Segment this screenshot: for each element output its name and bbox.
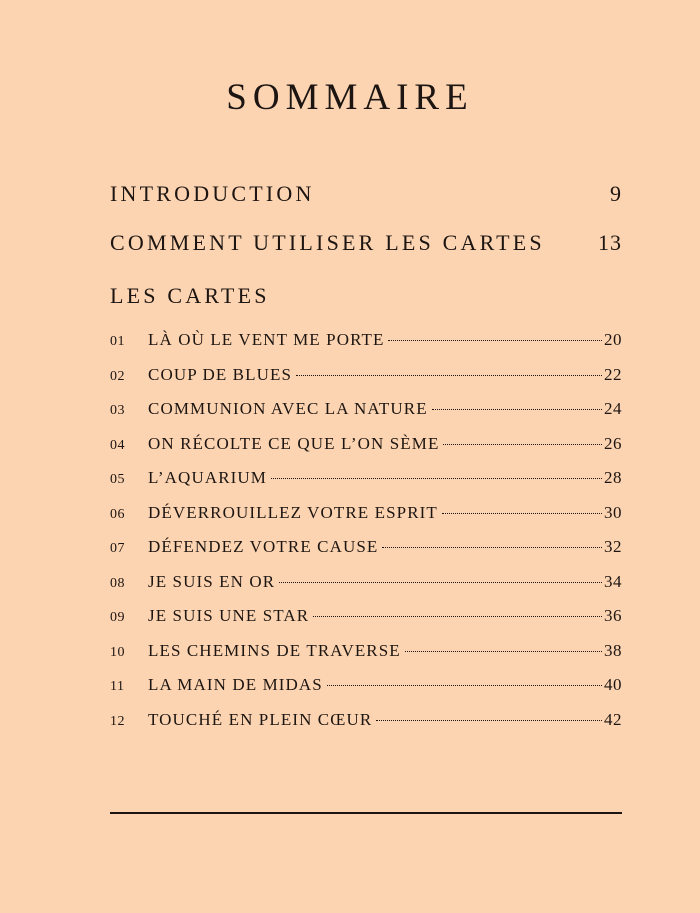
entry-title: LA MAIN DE MIDAS [148,675,323,694]
section-page: 13 [598,230,622,255]
entry-page: 42 [604,709,622,729]
page-title: SOMMAIRE [226,77,474,118]
toc-entry[interactable] [110,537,622,572]
entry-number: 08 [110,575,125,591]
toc-entry[interactable] [110,434,622,469]
entry-title: DÉFENDEZ VOTRE CAUSE [148,537,379,556]
entry-number: 11 [110,679,125,694]
dot-leader [313,616,602,617]
section-label: INTRODUCTION [110,181,315,206]
section-label: LES CARTES [110,283,270,308]
dot-leader [376,720,602,721]
dot-leader [279,582,602,583]
entry-title: DÉVERROUILLEZ VOTRE ESPRIT [148,502,438,522]
entry-page: 26 [604,433,622,453]
dot-leader [405,651,602,652]
entry-page: 20 [604,330,622,349]
entry-number: 10 [110,644,125,660]
entry-page: 22 [604,364,622,384]
dot-leader [432,409,602,410]
dot-leader [442,513,602,514]
entry-title: TOUCHÉ EN PLEIN CŒUR [148,709,373,729]
entry-number: 09 [110,610,125,625]
toc-entry[interactable] [110,641,622,676]
entry-number: 05 [110,472,125,487]
entry-title: ON RÉCOLTE CE QUE L’ON SÈME [148,433,440,453]
entry-page: 28 [604,468,622,487]
entry-title: LES CHEMINS DE TRAVERSE [148,640,401,660]
dot-leader [443,444,602,445]
toc-entry[interactable] [110,572,622,607]
dot-leader [296,375,602,376]
section-label: COMMENT UTILISER LES CARTES [110,230,545,255]
toc-entry[interactable] [110,675,622,710]
entry-number: 12 [110,713,125,729]
entry-title: JE SUIS EN OR [148,571,276,591]
entry-page: 40 [604,675,622,694]
entry-page: 36 [604,606,622,625]
toc-entry-list [110,330,622,744]
dot-leader [327,685,602,686]
entry-number: 02 [110,368,125,384]
toc-entry[interactable] [110,330,622,365]
entry-page: 30 [604,502,622,522]
entry-title: COMMUNION AVEC LA NATURE [148,399,428,418]
entry-page: 32 [604,537,622,556]
entry-title: L’AQUARIUM [148,468,267,487]
entry-number: 06 [110,506,125,522]
entry-number: 07 [110,541,125,556]
toc-section-les-cartes[interactable] [110,282,622,310]
entry-page: 24 [604,399,622,418]
entry-number: 01 [110,334,125,349]
entry-number: 04 [110,437,125,453]
toc-section-introduction[interactable] [110,180,622,208]
entry-title: COUP DE BLUES [148,364,293,384]
section-page: 9 [610,181,622,206]
entry-title: LÀ OÙ LE VENT ME PORTE [148,330,385,349]
toc-entry[interactable] [110,468,622,503]
dot-leader [388,340,602,341]
toc-entry[interactable] [110,399,622,434]
entry-page: 38 [604,640,622,660]
dot-leader [382,547,602,548]
dot-leader [271,478,602,479]
entry-title: JE SUIS UNE STAR [148,606,310,625]
entry-number: 03 [110,403,125,418]
entry-page: 34 [604,571,622,591]
toc-entry[interactable] [110,365,622,400]
bottom-rule-divider [110,812,622,814]
toc-entry[interactable] [110,606,622,641]
toc-entry[interactable] [110,710,622,745]
toc-section-comment-utiliser[interactable] [110,229,622,257]
toc-entry[interactable] [110,503,622,538]
